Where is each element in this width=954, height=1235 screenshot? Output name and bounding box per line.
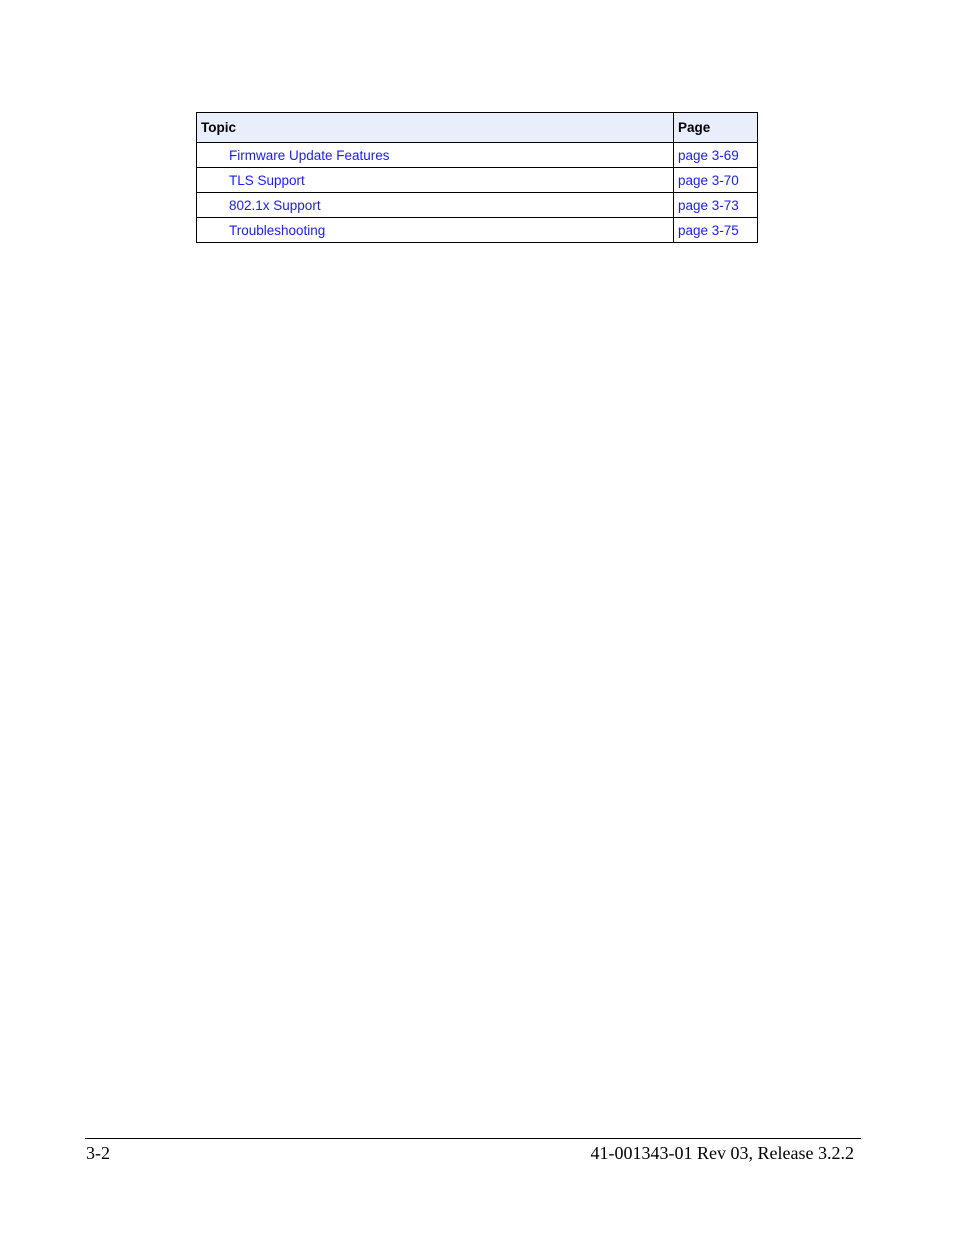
topic-cell	[197, 218, 674, 243]
topic-table	[196, 112, 758, 243]
topic-link-firmware-update-features[interactable]: Firmware Update Features	[229, 147, 390, 163]
table-header-row	[197, 113, 758, 143]
table-row	[197, 143, 758, 168]
page-link[interactable]: page 3-75	[678, 222, 739, 238]
topic-cell	[197, 193, 674, 218]
topic-cell	[197, 168, 674, 193]
page-cell	[674, 218, 758, 243]
page-cell	[674, 193, 758, 218]
page-link[interactable]: page 3-73	[678, 197, 739, 213]
footer-divider	[85, 1138, 861, 1139]
topic-link-troubleshooting[interactable]: Troubleshooting	[229, 222, 326, 238]
topic-cell	[197, 143, 674, 168]
topic-link-8021x-support[interactable]: 802.1x Support	[229, 197, 321, 213]
footer-page-number: 3-2	[86, 1143, 110, 1163]
footer-document-id: 41-001343-01 Rev 03, Release 3.2.2	[590, 1143, 854, 1163]
table-row	[197, 168, 758, 193]
page-cell	[674, 168, 758, 193]
topic-column-header: Topic	[197, 113, 674, 143]
page-cell	[674, 143, 758, 168]
page-column-header: Page	[674, 113, 758, 143]
topic-link-tls-support[interactable]: TLS Support	[229, 172, 305, 188]
table-row	[197, 193, 758, 218]
page-link[interactable]: page 3-69	[678, 147, 739, 163]
table-row	[197, 218, 758, 243]
page-link[interactable]: page 3-70	[678, 172, 739, 188]
